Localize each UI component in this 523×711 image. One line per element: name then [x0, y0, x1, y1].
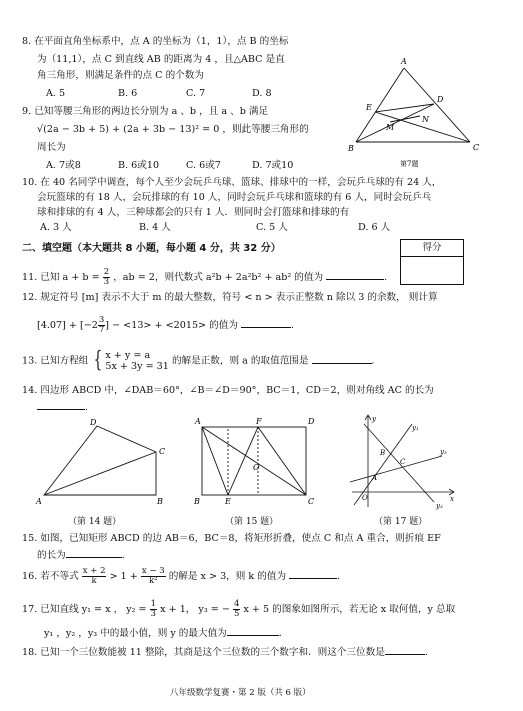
fig17-label-y1: y₁	[412, 424, 419, 432]
q14-line1: 14. 四边形 ABCD 中，∠DAB＝60°，∠B＝∠D＝90°，BC＝1，CD＝2，则对角线 AC 的长为	[22, 385, 434, 396]
q18-answer-blank[interactable]	[385, 645, 425, 655]
q13-pre: 13. 已知方程组	[22, 355, 89, 367]
q17-post: x + 5 的图象如图所示，若无论 x 取何值，y 总取	[243, 604, 456, 615]
q11-line: 11. 已知 a + b = $\frac{2}{3}$ ，ab = 2，则代数式 a²b + 2a²b² + ab² 的值为 .	[22, 267, 388, 287]
fig15-label-b: B	[194, 497, 200, 506]
q10-line2: 会玩篮球的有 18 人，会玩排球的有 10 人，同时会玩乒乓球和篮球的有 6 人，同时会玩乒乓	[37, 192, 432, 203]
q9-option-b: B. 6或10	[118, 160, 160, 171]
q11-pre: 11. 已知 a + b =	[22, 272, 100, 283]
fig17-caption: （第 17 题）	[374, 517, 428, 527]
fig7-label-a: A	[401, 57, 407, 66]
q9-option-c: C. 6或7	[186, 160, 221, 171]
fig15-label-o: O	[253, 463, 260, 472]
q12-post: ] − <13> + <2015> 的值为	[105, 320, 238, 331]
q13-brace: {	[94, 348, 103, 373]
q16-pre: 16. 若不等式	[22, 571, 79, 582]
q8-option-d: D. 8	[252, 88, 272, 99]
q15-answer-blank[interactable]	[66, 548, 122, 558]
q14-line2: .	[37, 400, 88, 414]
fig15-label-d: D	[308, 417, 315, 426]
q17-line2: y₁ ，y₂ ，y₃ 中的最小值，则 y 的最大值为 .	[44, 628, 282, 639]
q8-line1: 8. 在平面直角坐标系中，点 A 的坐标为（1，1），点 B 的坐标	[22, 36, 289, 47]
fig14-caption: （第 14 题）	[68, 517, 122, 527]
q8-option-b: B. 6	[118, 88, 138, 99]
q10-option-b: B. 4 人	[139, 222, 171, 233]
q8-option-a: A. 5	[46, 88, 66, 99]
q16-fraction-1: $\frac{x + 2}{k}$	[82, 566, 106, 586]
q16-mid: > 1 +	[109, 571, 138, 582]
q9-equation: √(2a − 3b + 5) + (2a + 3b − 13)² = 0 ，则此等腰三角形的	[37, 124, 309, 135]
fig17-label-y3: y₃	[436, 502, 443, 510]
q10-line1: 10. 在 40 名同学中调查，每个人至少会玩乒乓球、篮球、排球中的一样，会玩乒乓球的有 24 人，	[22, 177, 442, 188]
fig17-label-o: O	[362, 494, 368, 502]
q10-option-d: D. 6 人	[358, 222, 391, 233]
q12-line1: 12. 规定符号 [m] 表示不大于 m 的最大整数，符号 < n > 表示正整数 n 除以 3 的余数， 则计算	[22, 292, 438, 303]
q10-option-c: C. 5 人	[256, 222, 288, 233]
q12-pre: [4.07] + [−2	[37, 320, 98, 331]
q13-post: 的解是正数，则 a 的取值范围是	[171, 355, 309, 367]
q17-line1	[22, 600, 455, 619]
fig17-label-y2: y₂	[440, 448, 447, 456]
q17-fraction-2: $\frac{4}{5}$	[233, 599, 240, 619]
q17-pre: 17. 已知直线 y₁ = x ， y₂ =	[22, 604, 147, 615]
q12-fraction: $\frac{3}{7}$	[98, 315, 105, 335]
figure-7	[338, 50, 488, 180]
q9-line1: 9. 已知等腰三角形的两边长分别为 a 、b ，且 a 、b 满足	[22, 106, 269, 117]
q9-option-d: D. 7或10	[252, 160, 294, 171]
fig7-caption: 第7题	[400, 160, 419, 168]
q15-line2: 的长为 .	[37, 550, 125, 561]
q10-option-a: A. 3 人	[40, 222, 72, 233]
fig17-label-b: B	[380, 449, 386, 457]
q8-line3: 角三角形，则满足条件的点 C 的个数为	[37, 70, 204, 81]
fig17-label-c: C	[400, 458, 406, 466]
q16-answer-blank[interactable]	[289, 569, 337, 579]
fig15-label-f: F	[256, 417, 262, 426]
fig7-label-c: C	[473, 143, 480, 152]
q16-line: 16. 若不等式 $\frac{x + 2}{k}$ > 1 + $\frac{x - 3}{\text{k²}}$ 的解是 x > 3，则 k 的值为 .	[22, 566, 341, 586]
q17-answer-blank[interactable]	[227, 626, 279, 636]
q11-post: ，ab = 2，则代数式 a²b + 2a²b² + ab² 的值为	[113, 272, 324, 283]
score-box	[400, 239, 464, 285]
q14-answer-blank[interactable]	[37, 400, 85, 410]
q12-line2: [4.07] + [−2 $\frac{3}{7}$ ] − <13> + <2015> 的值为 .	[37, 315, 295, 335]
q16-post: 的解是 x > 3，则 k 的值为	[168, 571, 287, 582]
fig14-label-c: C	[159, 447, 166, 456]
fig14-label-d: D	[90, 418, 97, 427]
q11-fraction: $\frac{2}{3}$	[103, 267, 110, 287]
fig17-label-a: A	[372, 474, 378, 482]
page-footer: 八年级数学复赛・第 2 版（共 6 版）	[170, 688, 311, 698]
q16-fraction-2: $\frac{x - 3}{\text{k²}}$	[141, 566, 165, 586]
fig17-label-y: y	[372, 415, 376, 423]
q13-line: 13. 已知方程组 { x + y = a 5x + 3y = 31 的解是正数，则 a 的取值范围是 .	[22, 348, 375, 373]
q8-line2: 为（11,1），点 C 到直线 AB 的距离为 4 ，且△ABC 是直	[37, 54, 285, 65]
q17-mid: x + 1， y₃ = −	[160, 604, 230, 615]
fig15-label-e: E	[225, 497, 231, 506]
figure-14	[30, 412, 180, 512]
fig14-label-b: B	[157, 497, 163, 506]
section-2-title: 二、填空题（本大题共 8 小题，每小题 4 分，共 32 分）	[22, 243, 281, 254]
q15-line1: 15. 如图，已知矩形 ABCD 的边 AB＝6，BC＝8，将矩形折叠，使点 C 和点 A 重合，则折痕 EF	[22, 533, 441, 544]
q13-answer-blank[interactable]	[312, 354, 372, 364]
q8-option-c: C. 7	[186, 88, 206, 99]
q10-line3: 球和排球的有 4 人，三种球都会的只有 1 人．则同时会打篮球和排球的有	[37, 207, 350, 218]
q13-system: x + y = a 5x + 3y = 31	[105, 350, 169, 372]
fig7-label-b: B	[348, 144, 354, 153]
figure-15	[190, 412, 320, 512]
fig7-label-e: E	[366, 103, 372, 112]
score-label: 得分	[401, 240, 463, 257]
fig14-label-a: A	[36, 497, 42, 506]
q9-line3: 周长为	[37, 142, 66, 153]
figure-17	[342, 412, 482, 512]
q9-option-a: A. 7或8	[46, 160, 81, 171]
fig15-label-a: A	[195, 417, 201, 426]
fig17-label-x: x	[450, 495, 454, 503]
q12-answer-blank[interactable]	[241, 318, 291, 328]
fig7-label-n: N	[422, 115, 429, 124]
q18-line: 18. 已知一个三位数能被 11 整除，其商是这个三位数的三个数字和．则这个三位数是 .	[22, 647, 428, 658]
fig15-label-c: C	[308, 497, 315, 506]
fig7-label-d: D	[437, 95, 444, 104]
fig15-caption: （第 15 题）	[225, 517, 279, 527]
fig7-label-m: M	[386, 123, 395, 132]
q17-fraction-1: $\frac{1}{3}$	[150, 599, 157, 619]
q11-answer-blank[interactable]	[326, 270, 384, 280]
